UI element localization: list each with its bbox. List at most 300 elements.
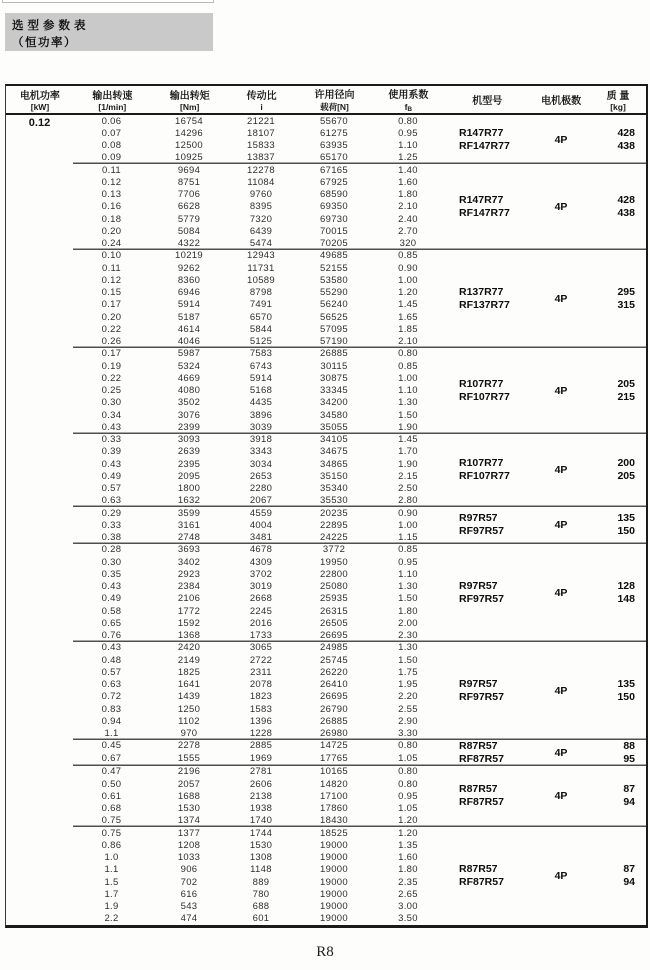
service-factor-value: 1.85	[398, 323, 418, 335]
output-speed-value: 0.07	[101, 127, 122, 139]
mass-value: 87	[623, 783, 635, 796]
service-factor-value: 1.10	[398, 385, 418, 397]
output-speed-value: 0.39	[101, 446, 122, 458]
service-factor-value: 1.90	[398, 421, 418, 433]
service-factor-value: 320	[399, 238, 417, 250]
output-speed-value: 0.16	[101, 201, 122, 213]
table-row	[73, 803, 442, 815]
table-row	[73, 888, 442, 900]
mass-value: 315	[617, 298, 635, 311]
table-row	[73, 703, 442, 715]
output-torque-value: 1555	[177, 752, 201, 764]
output-speed-value: 0.28	[101, 544, 122, 556]
output-speed-value: 0.15	[101, 287, 122, 299]
table-row	[73, 679, 442, 691]
radial-load-value: 19000	[320, 876, 348, 888]
radial-load-value: 67165	[320, 164, 348, 176]
mass-value: 215	[617, 390, 635, 403]
output-torque-value: 2420	[177, 642, 201, 654]
table-row	[73, 483, 442, 495]
output-speed-value: 0.30	[101, 397, 122, 409]
service-factor-value: 2.90	[398, 715, 418, 727]
radial-load-value: 26505	[320, 617, 348, 629]
mass-value: 438	[617, 139, 635, 152]
block-data	[73, 766, 646, 827]
mass-value: 95	[623, 752, 635, 765]
output-speed-value: 1.7	[104, 888, 119, 900]
mass-value: 205	[617, 470, 635, 483]
service-factor-value: 1.20	[398, 287, 418, 299]
radial-load-value: 70015	[320, 225, 348, 237]
output-torque-value: 8360	[177, 274, 201, 286]
table-block	[6, 507, 646, 544]
motor-poles-cell: 4P	[554, 586, 568, 599]
output-torque-value: 1033	[177, 852, 201, 864]
output-speed-value: 0.75	[101, 815, 122, 827]
output-torque-value: 1530	[177, 803, 201, 815]
table-row	[73, 434, 442, 446]
ratio-value: 4678	[249, 544, 273, 556]
table-row	[73, 409, 442, 421]
ratio-value: 4004	[249, 519, 273, 531]
ratio-value: 780	[252, 888, 270, 900]
table-row	[73, 164, 442, 176]
output-speed-value: 0.13	[101, 189, 122, 201]
table-row	[73, 666, 442, 678]
ratio-value: 2885	[249, 740, 273, 752]
output-torque-value: 1208	[177, 839, 201, 851]
output-torque-value: 3161	[177, 519, 201, 531]
output-torque-value: 1772	[177, 605, 201, 617]
table-row	[73, 593, 442, 605]
table-row	[73, 617, 442, 629]
table-row	[73, 740, 442, 752]
block-data	[73, 740, 646, 766]
output-speed-value: 0.33	[101, 519, 122, 531]
block-data	[73, 115, 646, 164]
ratio-value: 688	[252, 901, 270, 913]
output-torque-value: 1102	[178, 715, 200, 727]
service-factor-value: 1.25	[398, 152, 418, 164]
motor-power-cell	[6, 766, 73, 827]
radial-load-value: 26885	[320, 348, 348, 360]
radial-load-value: 34865	[320, 458, 348, 470]
motor-power-cell	[6, 740, 73, 766]
col-header-ratio: 传动比 i	[246, 90, 277, 113]
output-speed-value: 0.65	[101, 617, 122, 629]
output-speed-value: 1.0	[104, 852, 119, 864]
block-data	[73, 434, 646, 508]
table-row	[73, 605, 442, 617]
model-number: RF87R57	[459, 752, 504, 765]
motor-power-cell	[6, 348, 73, 434]
table-row	[73, 458, 442, 470]
numeric-columns	[73, 164, 442, 250]
table-row	[73, 213, 442, 225]
output-torque-value: 16754	[175, 115, 203, 127]
output-speed-value: 0.19	[101, 360, 122, 372]
col-header-service-factor: 使用系数 fB	[388, 90, 429, 113]
ratio-value: 1823	[249, 691, 273, 703]
output-speed-value: 1.1	[104, 864, 119, 876]
mass-value: 87	[623, 863, 635, 875]
service-factor-value: 2.40	[398, 213, 418, 225]
motor-power-cell	[6, 250, 73, 348]
table-row	[73, 790, 442, 802]
service-factor-value: 1.50	[398, 409, 418, 421]
ratio-value: 3702	[249, 568, 273, 580]
table-row	[73, 568, 442, 580]
ratio-value: 11084	[247, 176, 275, 188]
table-row	[73, 901, 442, 913]
block-data	[73, 544, 646, 642]
radial-load-value: 57095	[320, 323, 348, 335]
service-factor-value: 2.10	[398, 336, 418, 348]
output-speed-value: 0.22	[101, 372, 122, 384]
motor-poles-cell: 4P	[554, 519, 568, 532]
block-data	[73, 507, 646, 544]
service-factor-value: 1.00	[398, 372, 418, 384]
page-title: 选型参数表	[12, 20, 90, 32]
output-speed-value: 0.43	[101, 458, 122, 470]
numeric-columns	[73, 642, 442, 740]
service-factor-value: 0.80	[398, 778, 418, 790]
mass-cell	[590, 250, 646, 348]
table-row	[73, 323, 442, 335]
output-speed-value: 0.63	[101, 679, 122, 691]
output-torque-value: 1592	[177, 617, 201, 629]
output-speed-value: 2.2	[104, 913, 119, 925]
radial-load-value: 55670	[320, 115, 348, 127]
ratio-value: 3034	[249, 458, 273, 470]
ratio-value: 2781	[249, 766, 273, 778]
ratio-value: 1733	[249, 630, 273, 642]
output-speed-value: 0.43	[101, 421, 122, 433]
model-number: R147R77	[459, 193, 504, 206]
motor-poles-cell: 4P	[554, 870, 568, 882]
radial-load-value: 19000	[320, 913, 348, 925]
model-number: RF147R77	[459, 206, 510, 219]
output-torque-value: 5779	[177, 213, 201, 225]
model-cell	[442, 544, 532, 642]
service-factor-value: 1.30	[398, 642, 418, 654]
mass-value: 88	[623, 739, 635, 752]
radial-load-value: 18525	[320, 827, 348, 839]
radial-load-value: 26980	[320, 728, 348, 740]
model-number: R147R77	[459, 126, 504, 139]
output-torque-value: 10925	[175, 152, 203, 164]
service-factor-value: 2.50	[398, 483, 418, 495]
output-speed-value: 0.06	[101, 115, 122, 127]
output-speed-value: 0.10	[101, 250, 122, 262]
radial-load-value: 26410	[320, 679, 348, 691]
ratio-value: 1228	[249, 728, 273, 740]
output-speed-value: 0.08	[101, 140, 122, 152]
model-number: R87R57	[459, 863, 498, 875]
output-speed-value: 1.5	[104, 876, 119, 888]
mass-value: 150	[617, 525, 635, 538]
output-speed-value: 0.20	[101, 225, 122, 237]
table-row	[73, 348, 442, 360]
ratio-value: 1938	[249, 803, 273, 815]
model-number: R87R57	[459, 783, 498, 796]
radial-load-value: 52155	[320, 262, 348, 274]
block-data	[73, 164, 646, 250]
table-row	[73, 115, 442, 127]
ratio-value: 3343	[249, 446, 273, 458]
radial-load-value: 14820	[320, 778, 348, 790]
table-row	[73, 225, 442, 237]
selection-parameter-table	[5, 84, 648, 928]
ratio-value: 4559	[249, 507, 273, 519]
motor-power-cell	[6, 827, 73, 925]
ratio-value: 7320	[249, 213, 273, 225]
service-factor-value: 0.90	[398, 507, 418, 519]
output-torque-value: 1250	[177, 703, 201, 715]
ratio-value: 21221	[247, 115, 275, 127]
mass-cell	[590, 507, 646, 544]
output-torque-value: 5324	[177, 360, 201, 372]
table-row	[73, 127, 442, 139]
output-speed-value: 0.48	[101, 654, 122, 666]
service-factor-value: 1.65	[398, 311, 418, 323]
output-speed-value: 0.67	[101, 752, 122, 764]
mass-cell	[590, 766, 646, 827]
output-speed-value: 0.86	[101, 839, 122, 851]
motor-power-cell	[6, 164, 73, 250]
ratio-value: 2245	[249, 605, 273, 617]
radial-load-value: 55290	[320, 287, 348, 299]
service-factor-value: 1.05	[398, 803, 418, 815]
output-torque-value: 5187	[177, 311, 201, 323]
radial-load-value: 49685	[320, 250, 348, 262]
output-speed-value: 0.12	[101, 274, 122, 286]
table-block	[6, 642, 646, 740]
table-row	[73, 495, 442, 507]
output-torque-value: 3093	[177, 434, 201, 446]
table-row	[73, 852, 442, 864]
ratio-value: 18107	[247, 127, 275, 139]
model-number: R97R57	[459, 512, 498, 525]
mass-cell	[590, 348, 646, 434]
table-row	[73, 299, 442, 311]
table-row	[73, 532, 442, 544]
motor-poles-cell: 4P	[554, 292, 568, 305]
table-row	[73, 654, 442, 666]
service-factor-value: 1.80	[398, 189, 418, 201]
table-row	[73, 766, 442, 778]
service-factor-value: 1.80	[398, 605, 418, 617]
output-torque-value: 1825	[177, 666, 201, 678]
table-row	[73, 728, 442, 740]
output-torque-value: 906	[180, 864, 198, 876]
ratio-value: 9760	[249, 189, 273, 201]
service-factor-value: 2.20	[398, 691, 418, 703]
radial-load-value: 19000	[320, 888, 348, 900]
service-factor-value: 0.85	[398, 544, 418, 556]
ratio-value: 2280	[249, 483, 273, 495]
col-header-output-speed: 输出转速 [1/min]	[92, 90, 133, 113]
motor-power-cell: 0.12	[28, 117, 51, 129]
ratio-value: 6439	[249, 225, 273, 237]
output-torque-value: 1632	[177, 495, 201, 507]
numeric-columns	[73, 827, 442, 925]
table-row	[73, 544, 442, 556]
output-torque-value: 3693	[177, 544, 201, 556]
service-factor-value: 1.15	[398, 532, 418, 544]
output-torque-value: 5084	[177, 225, 201, 237]
ratio-value: 6743	[249, 360, 273, 372]
motor-power-cell	[6, 642, 73, 740]
output-torque-value: 4669	[177, 372, 201, 384]
output-torque-value: 5914	[177, 299, 201, 311]
mass-value: 148	[617, 592, 635, 605]
ratio-value: 5474	[249, 238, 273, 250]
ratio-value: 4309	[249, 556, 273, 568]
model-cell	[442, 250, 532, 348]
ratio-value: 1969	[249, 752, 273, 764]
radial-load-value: 18430	[320, 815, 348, 827]
output-speed-value: 0.61	[101, 790, 122, 802]
radial-load-value: 17100	[320, 790, 348, 802]
ratio-value: 1396	[249, 715, 273, 727]
radial-load-value: 19000	[320, 901, 348, 913]
ratio-value: 3481	[249, 532, 273, 544]
table-row	[73, 189, 442, 201]
service-factor-value: 3.30	[398, 728, 418, 740]
col-header-output-torque: 输出转矩 [Nm]	[169, 90, 210, 113]
radial-load-value: 34675	[320, 446, 348, 458]
model-cell	[442, 434, 532, 508]
table-body	[6, 115, 646, 925]
service-factor-value: 1.10	[398, 140, 418, 152]
model-number: R107R77	[459, 377, 504, 390]
service-factor-value: 1.75	[398, 666, 418, 678]
output-speed-value: 0.17	[101, 348, 122, 360]
table-row	[73, 581, 442, 593]
ratio-value: 2016	[249, 617, 273, 629]
radial-load-value: 24985	[320, 642, 348, 654]
table-row	[73, 752, 442, 764]
ratio-value: 3918	[249, 434, 273, 446]
radial-load-value: 57190	[320, 336, 348, 348]
output-speed-value: 0.20	[101, 311, 122, 323]
radial-load-value: 53580	[320, 274, 348, 286]
model-number: RF97R57	[459, 592, 504, 605]
ratio-value: 2653	[249, 470, 273, 482]
output-torque-value: 2095	[177, 470, 201, 482]
ratio-value: 5125	[249, 336, 273, 348]
output-speed-value: 0.30	[101, 556, 122, 568]
output-torque-value: 1374	[177, 815, 201, 827]
ratio-value: 8395	[249, 201, 273, 213]
output-speed-value: 0.18	[101, 213, 122, 225]
output-torque-value: 1368	[177, 630, 201, 642]
output-speed-value: 0.24	[101, 238, 122, 250]
radial-load-value: 17860	[320, 803, 348, 815]
ratio-value: 10589	[247, 274, 275, 286]
radial-load-value: 19950	[320, 556, 348, 568]
table-row	[73, 556, 442, 568]
service-factor-value: 1.40	[398, 164, 418, 176]
model-cell	[442, 507, 532, 544]
table-block	[6, 766, 646, 827]
radial-load-value: 26315	[320, 605, 348, 617]
ratio-value: 8798	[249, 287, 273, 299]
ratio-value: 1740	[249, 815, 273, 827]
table-block	[6, 164, 646, 250]
block-data	[73, 827, 646, 925]
service-factor-value: 0.95	[398, 790, 418, 802]
output-speed-value: 0.43	[101, 642, 122, 654]
model-number: RF87R57	[459, 796, 504, 809]
service-factor-value: 1.30	[398, 397, 418, 409]
ratio-value: 2138	[249, 790, 273, 802]
radial-load-value: 63935	[320, 140, 348, 152]
table-block	[6, 827, 646, 925]
page-subtitle: （恒功率）	[12, 37, 77, 49]
service-factor-value: 1.20	[398, 815, 418, 827]
mass-value: 135	[617, 512, 635, 525]
table-row	[73, 152, 442, 164]
output-torque-value: 2106	[177, 593, 201, 605]
motor-poles-cell: 4P	[554, 790, 568, 803]
service-factor-value: 1.95	[398, 679, 418, 691]
radial-load-value: 19000	[320, 864, 348, 876]
table-block	[6, 115, 646, 164]
model-cell	[442, 827, 532, 925]
radial-load-value: 20235	[320, 507, 348, 519]
service-factor-value: 3.50	[398, 913, 418, 925]
service-factor-value: 1.90	[398, 458, 418, 470]
service-factor-value: 2.15	[398, 470, 418, 482]
radial-load-value: 22800	[320, 568, 348, 580]
table-row	[73, 446, 442, 458]
numeric-columns	[73, 115, 442, 164]
radial-load-value: 35530	[320, 495, 348, 507]
ratio-value: 2311	[250, 666, 272, 678]
output-torque-value: 4046	[177, 336, 201, 348]
radial-load-value: 68590	[320, 189, 348, 201]
output-speed-value: 0.47	[101, 766, 122, 778]
ratio-value: 6570	[249, 311, 273, 323]
service-factor-value: 1.20	[398, 827, 418, 839]
ratio-value: 601	[252, 913, 270, 925]
model-cell	[442, 740, 532, 766]
radial-load-value: 34580	[320, 409, 348, 421]
model-number: RF97R57	[459, 525, 504, 538]
mass-value: 135	[617, 677, 635, 690]
mass-value: 438	[617, 206, 635, 219]
table-row	[73, 274, 442, 286]
radial-load-value: 30115	[320, 360, 348, 372]
table-row	[73, 815, 442, 827]
table-row	[73, 311, 442, 323]
output-speed-value: 0.50	[101, 778, 122, 790]
table-row	[73, 397, 442, 409]
output-torque-value: 2196	[177, 766, 201, 778]
radial-load-value: 17765	[320, 752, 348, 764]
service-factor-value: 2.10	[398, 201, 418, 213]
output-speed-value: 0.43	[101, 581, 122, 593]
ratio-value: 5844	[249, 323, 273, 335]
mass-cell	[590, 115, 646, 164]
service-factor-value: 1.05	[398, 752, 418, 764]
model-cell	[442, 115, 532, 164]
table-row	[73, 827, 442, 839]
ratio-value: 2606	[249, 778, 273, 790]
output-torque-value: 702	[180, 876, 198, 888]
